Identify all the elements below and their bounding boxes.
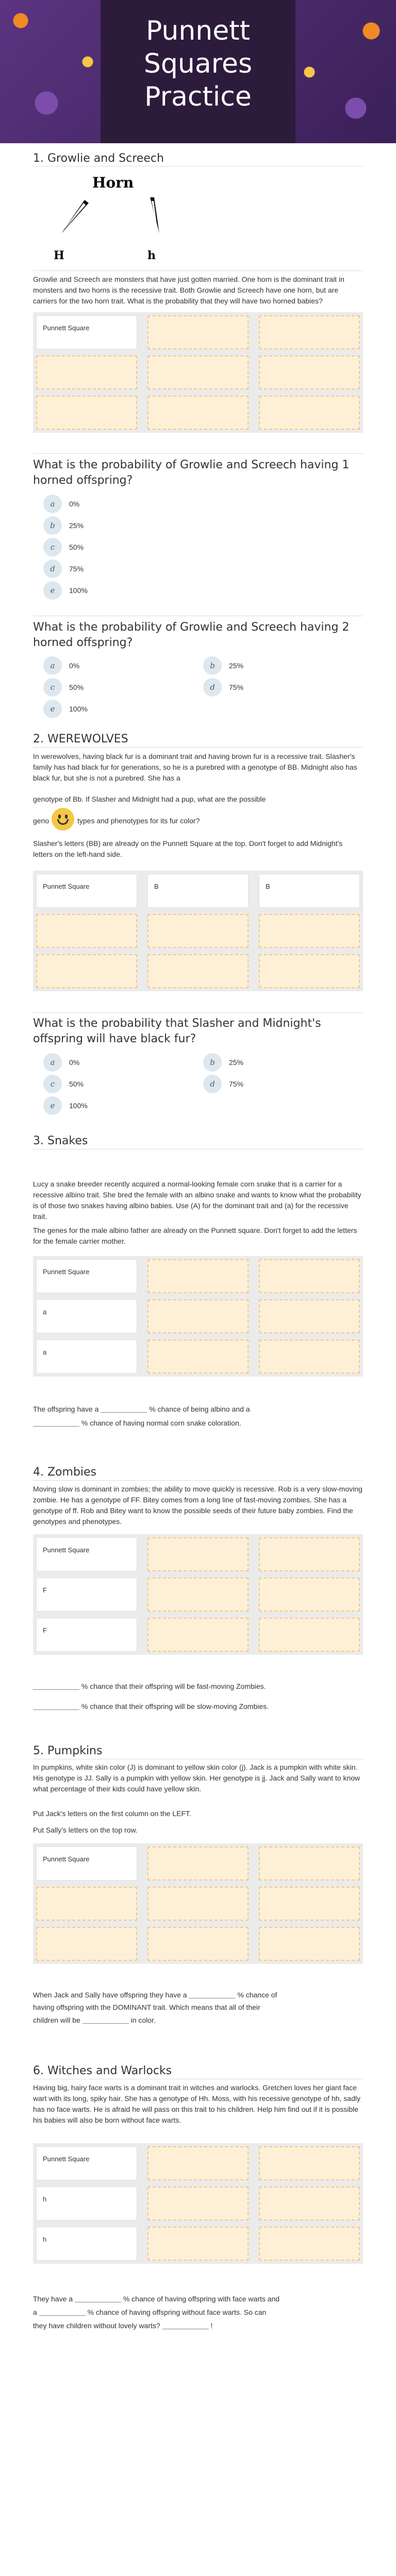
option-letter: e — [43, 700, 62, 718]
grid-corner-label: Punnett Square — [36, 1537, 137, 1571]
grid-left-allele: a — [36, 1299, 137, 1333]
section2-text-2: genotype of Bb. If Slasher and Midnight had a pup, what are the possible — [33, 795, 266, 803]
grid-input-cell[interactable] — [259, 954, 360, 988]
grid-left-allele: F — [36, 1578, 137, 1612]
option-text: 100% — [69, 705, 88, 713]
grid-left-allele: h — [36, 2187, 137, 2221]
fill-text: % chance of having normal corn snake coloration. — [81, 1419, 241, 1427]
fill-in-sentence — [33, 1990, 363, 2001]
section3-text-1: Lucy a snake breeder recently acquired a normal-looking female corn snake that is a carrier for a recessive albino trait. She bred the female with an albino snake and wants to know what the probability is of those two snakes having albino babies. Use (A) for the dominant trait and (a) for the recessive trait. — [33, 1180, 361, 1221]
fill-text: % chance of having offspring without face warts. So can — [87, 2308, 267, 2316]
fill-text: % chance of being albino and a — [149, 1405, 250, 1413]
answer-blank[interactable] — [75, 2295, 121, 2302]
question-title: What is the probability of Growlie and Screech having 2 horned offspring? — [33, 621, 350, 649]
grid-input-cell[interactable] — [147, 2227, 249, 2261]
grid-input-cell[interactable] — [259, 1299, 360, 1333]
page-header — [0, 0, 396, 143]
section2-text-1: In werewolves, having black fur is a dominant trait and having brown fur is a recessive trait. Slasher's family has had black fur for generations, so he is a purebred with a genotype of BB. Midnight also has black fur, but she is not a purebred. She has a — [33, 752, 357, 782]
section-title-pumpkins: 5. Pumpkins — [33, 1744, 103, 1757]
section-title-growlie: 1. Growlie and Screech — [33, 152, 164, 165]
grid-input-cell[interactable] — [259, 2187, 360, 2221]
option-letter: c — [43, 678, 62, 697]
page-title: Punnett Squares Practice — [143, 15, 253, 112]
grid-corner-label: Punnett Square — [36, 874, 137, 908]
option-e[interactable] — [43, 581, 88, 600]
section5-text-2: Put Jack's letters on the first column on the LEFT. — [33, 1809, 191, 1818]
grid-input-cell[interactable] — [147, 954, 249, 988]
section-title-snakes: 3. Snakes — [33, 1134, 88, 1147]
option-b[interactable] — [203, 656, 243, 675]
option-text: 25% — [69, 521, 84, 530]
grid-input-cell[interactable] — [147, 1846, 249, 1880]
grid-input-cell[interactable] — [259, 355, 360, 389]
question-title: What is the probability that Slasher and Midnight's offspring will have black fur? — [33, 1017, 321, 1045]
option-d[interactable] — [203, 678, 243, 697]
answer-blank[interactable] — [101, 1405, 147, 1413]
option-d[interactable] — [43, 560, 84, 578]
punnett-grid-4 — [33, 1534, 363, 1655]
option-letter: a — [43, 656, 62, 675]
section-divider — [33, 747, 363, 748]
grid-input-cell[interactable] — [36, 1927, 137, 1961]
section-title-zombies: 4. Zombies — [33, 1466, 97, 1479]
punnett-grid-1 — [33, 312, 363, 433]
fill-text: children will be — [33, 2016, 80, 2024]
option-b[interactable] — [203, 1053, 243, 1072]
section-title-werewolves: 2. WEREWOLVES — [33, 733, 128, 745]
option-letter: d — [43, 560, 62, 578]
fill-text: % chance of having offspring with face warts and — [123, 2295, 280, 2303]
fill-in-sentence — [33, 1404, 363, 1415]
section3-text-2: The genes for the male albino father are already on the Punnett square. Don't forget to add the letters for the female carrier mother. — [33, 1226, 357, 1245]
fill-text: % chance of — [237, 1991, 277, 1999]
answer-blank[interactable] — [33, 1703, 79, 1710]
grid-input-cell[interactable] — [147, 1927, 249, 1961]
answer-blank[interactable] — [39, 2309, 86, 2316]
fill-in-sentence — [33, 1701, 363, 1712]
grid-input-cell[interactable] — [36, 396, 137, 430]
option-c[interactable] — [43, 538, 84, 556]
section4-text: Moving slow is dominant in zombies; the ability to move quickly is recessive. Rob is a very slow-moving zombie. He has a genotype of FF. Bitey comes from a long line of fast-moving zombies. She has a genotype of ff. Rob and Bitey want to know the possible seeds of their future baby zombies. Find the genotypes and phenotypes. — [33, 1485, 362, 1526]
section-divider — [33, 1480, 363, 1481]
grid-input-cell[interactable] — [147, 355, 249, 389]
option-text: 0% — [69, 500, 80, 508]
grid-corner-label: Punnett Square — [36, 1846, 137, 1880]
figure-divider — [33, 270, 363, 271]
grid-top-allele: B — [147, 874, 249, 908]
fill-in-sentence: having offspring with the DOMINANT trait. Which means that all of their — [33, 2003, 260, 2011]
question-divider — [33, 1012, 363, 1013]
grid-input-cell[interactable] — [147, 1537, 249, 1571]
option-e[interactable] — [43, 1096, 88, 1115]
grid-input-cell[interactable] — [259, 396, 360, 430]
option-letter: a — [43, 1053, 62, 1072]
option-text: 0% — [69, 662, 80, 670]
option-a[interactable] — [43, 1053, 79, 1072]
punnett-grid-3 — [33, 1256, 363, 1377]
grid-input-cell[interactable] — [259, 2227, 360, 2261]
option-text: 0% — [69, 1058, 80, 1066]
option-text: 75% — [229, 1080, 244, 1088]
grid-input-cell[interactable] — [259, 1340, 360, 1374]
section-title-witches: 6. Witches and Warlocks — [33, 2064, 172, 2077]
grid-input-cell[interactable] — [259, 1259, 360, 1293]
grid-left-allele: h — [36, 2227, 137, 2261]
grid-left-allele: a — [36, 1340, 137, 1374]
option-c[interactable] — [43, 1075, 84, 1093]
option-text: 25% — [229, 1058, 244, 1066]
fill-text: They have a — [33, 2295, 73, 2303]
option-d[interactable] — [203, 1075, 243, 1093]
grid-input-cell[interactable] — [259, 1846, 360, 1880]
option-letter: c — [43, 538, 62, 556]
section1-text: Growlie and Screech are monsters that have just gotten married. One horn is the dominant trait in monsters and two horns is the recessive trait. Both Growlie and Screech have one horn, but are carriers for the two horn trait. What is the probability that they will have two horned babies? — [33, 275, 344, 305]
answer-blank[interactable] — [162, 2322, 209, 2329]
smiley-icon — [52, 808, 74, 831]
option-letter: e — [43, 1096, 62, 1115]
section2-text-3b: types and phenotypes for its fur color? — [77, 817, 200, 825]
option-c[interactable] — [43, 678, 84, 697]
option-text: 75% — [229, 683, 244, 691]
option-letter: b — [43, 516, 62, 535]
horn-figure — [33, 169, 203, 262]
punnett-grid-6 — [33, 2143, 363, 2264]
grid-input-cell[interactable] — [147, 1578, 249, 1612]
fill-in-sentence — [33, 2320, 363, 2331]
right-horn-icon — [150, 197, 159, 233]
question-title: What is the probability of Growlie and Screech having 1 horned offspring? — [33, 459, 350, 487]
grid-input-cell[interactable] — [147, 2187, 249, 2221]
fill-in-sentence — [33, 2015, 363, 2026]
grid-input-cell[interactable] — [147, 1340, 249, 1374]
answer-blank[interactable] — [33, 1683, 79, 1690]
punnett-grid-5 — [33, 1843, 363, 1964]
option-e[interactable] — [43, 700, 88, 718]
grid-input-cell[interactable] — [147, 396, 249, 430]
grid-input-cell[interactable] — [147, 315, 249, 349]
grid-input-cell[interactable] — [259, 2146, 360, 2180]
option-text: 50% — [69, 683, 84, 691]
grid-input-cell[interactable] — [259, 1887, 360, 1921]
grid-input-cell[interactable] — [147, 1299, 249, 1333]
section2-text-4: Slasher's letters (BB) are already on the Punnett Square at the top. Don't forget to add Midnight's letters on the left-hand side. — [33, 839, 343, 858]
fill-text: in color. — [130, 2016, 156, 2024]
option-text: 25% — [229, 662, 244, 670]
grid-input-cell[interactable] — [36, 1887, 137, 1921]
option-letter: e — [43, 581, 62, 600]
option-letter: b — [203, 1053, 222, 1072]
option-text: 100% — [69, 586, 88, 595]
grid-input-cell[interactable] — [36, 954, 137, 988]
fill-text: ! — [210, 2321, 213, 2330]
fill-in-sentence — [33, 2307, 363, 2318]
fill-in-sentence — [33, 1418, 363, 1429]
option-text: 75% — [69, 565, 84, 573]
grid-top-allele: B — [259, 874, 360, 908]
left-horn-icon — [61, 200, 89, 233]
grid-input-cell[interactable] — [147, 1618, 249, 1652]
option-text: 50% — [69, 543, 84, 551]
fill-text: The offspring have a — [33, 1405, 99, 1413]
option-letter: d — [203, 1075, 222, 1093]
fill-in-sentence — [33, 2294, 363, 2304]
option-text: 50% — [69, 1080, 84, 1088]
section5-text-3: Put Sally's letters on the top row. — [33, 1826, 138, 1834]
grid-corner-label: Punnett Square — [36, 315, 137, 349]
option-a[interactable] — [43, 495, 79, 513]
grid-input-cell[interactable] — [259, 914, 360, 948]
answer-blank[interactable] — [82, 2016, 129, 2024]
option-letter: c — [43, 1075, 62, 1093]
grid-left-allele: F — [36, 1618, 137, 1652]
answer-blank[interactable] — [189, 1991, 235, 1998]
fill-text: they have children without lovely warts? — [33, 2321, 160, 2330]
recessive-allele-label: h — [147, 249, 156, 262]
horn-label: Horn — [92, 174, 134, 191]
option-letter: d — [203, 678, 222, 697]
answer-blank[interactable] — [33, 1419, 79, 1427]
grid-input-cell[interactable] — [147, 914, 249, 948]
grid-input-cell[interactable] — [147, 1887, 249, 1921]
grid-input-cell[interactable] — [259, 1578, 360, 1612]
grid-corner-label: Punnett Square — [36, 1259, 137, 1293]
punnett-grid-2 — [33, 871, 363, 991]
option-text: 100% — [69, 1101, 88, 1110]
question-divider — [33, 453, 363, 454]
fill-text: % chance that their offspring will be slow-moving Zombies. — [81, 1702, 269, 1710]
grid-input-cell[interactable] — [259, 315, 360, 349]
option-letter: a — [43, 495, 62, 513]
fill-text: When Jack and Sally have offspring they have a — [33, 1991, 187, 1999]
option-b[interactable] — [43, 516, 84, 535]
option-a[interactable] — [43, 656, 79, 675]
grid-input-cell[interactable] — [259, 1618, 360, 1652]
dominant-allele-label: H — [54, 249, 64, 262]
grid-input-cell[interactable] — [36, 914, 137, 948]
grid-corner-label: Punnett Square — [36, 2146, 137, 2180]
fill-text: % chance that their offspring will be fast-moving Zombies. — [81, 1682, 266, 1690]
option-letter: b — [203, 656, 222, 675]
grid-input-cell[interactable] — [36, 355, 137, 389]
section6-text: Having big, hairy face warts is a dominant trait in witches and warlocks. Gretchen loves her giant face wart with its long, spiky hair. She has a genotype of Hh. Moss, with his recessive genotype of hh, sadly has no face warts. He is afraid he will pass on this trait to his children. Help him find out if it is possible his babies will also be born without face warts. — [33, 2083, 360, 2124]
fill-text: a — [33, 2308, 37, 2316]
grid-input-cell[interactable] — [259, 1537, 360, 1571]
grid-input-cell[interactable] — [147, 2146, 249, 2180]
grid-input-cell[interactable] — [147, 1259, 249, 1293]
section2-text-3a: geno — [33, 817, 50, 825]
grid-input-cell[interactable] — [259, 1927, 360, 1961]
fill-in-sentence — [33, 1681, 363, 1692]
section5-text-1: In pumpkins, white skin color (J) is dominant to yellow skin color (j). Jack is a pumpkin with white skin. His genotype is JJ. Sally is a pumpkin with yellow skin. Her genotype is jj. Jack and Sally want to know what percentage of their kids could have yellow skin. — [33, 1763, 360, 1793]
